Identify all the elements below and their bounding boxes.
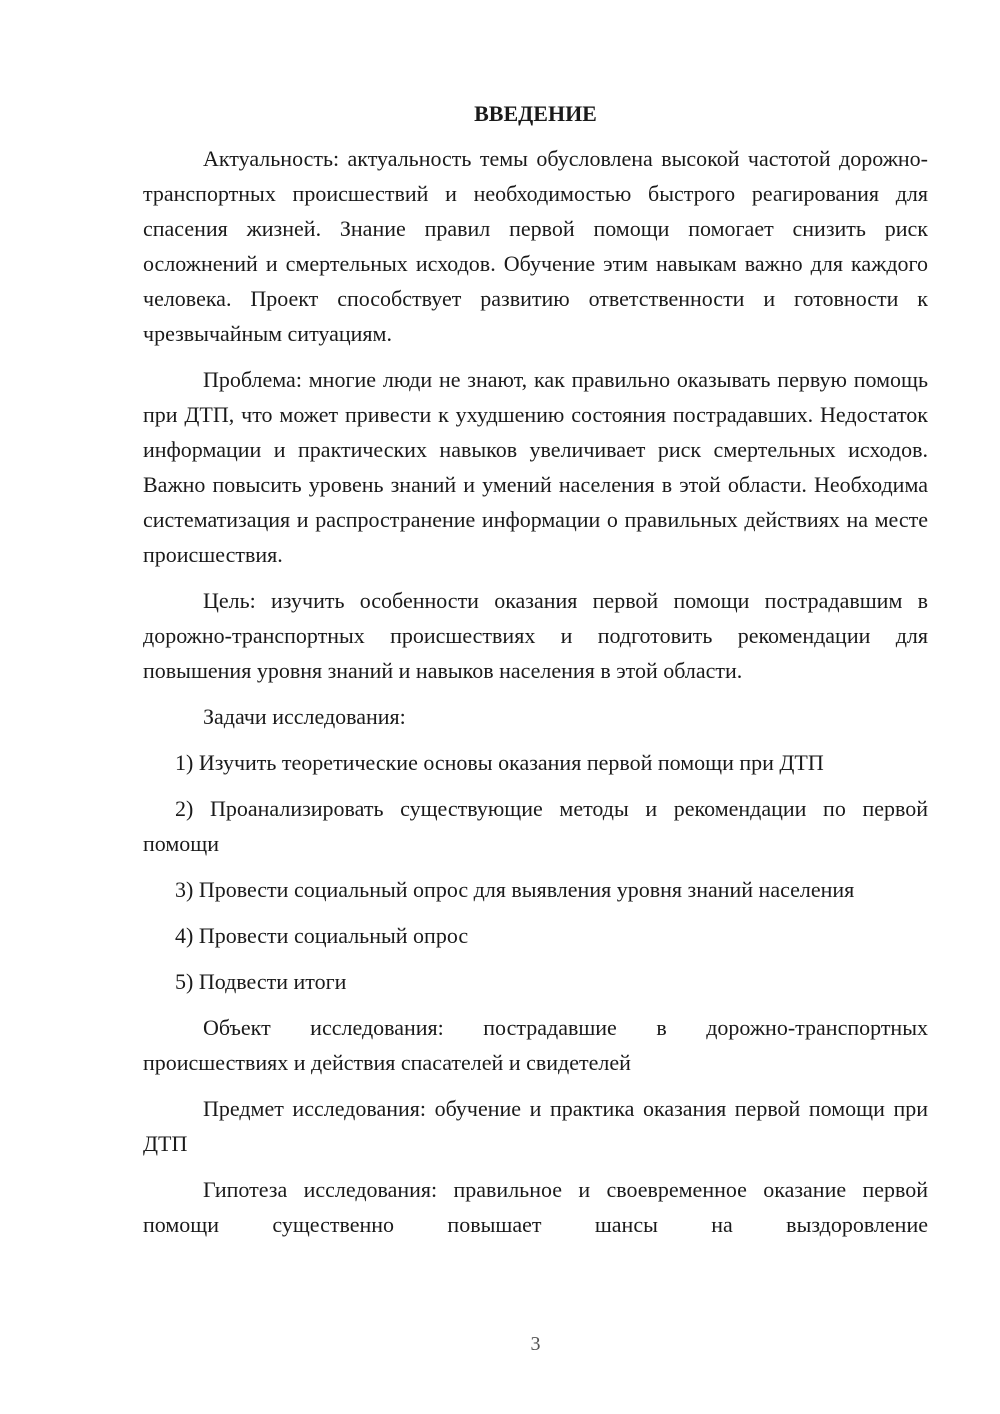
task-item-1: 1) Изучить теоретические основы оказания первой помощи при ДТП xyxy=(175,750,824,775)
relevance-paragraph: Актуальность: актуальность темы обусловлена высокой частотой дорожно-транспортных происшествий и необходимостью быстрого реагирования для спасения жизней. Знание правил первой помощи помогает снизить риск осложнений и смертельных исходов. Обучение этим навыкам важно для каждого человека. Проект способствует развитию ответственности и готовности к чрезвычайным ситуациям. xyxy=(143,146,928,346)
hypothesis-paragraph: Гипотеза исследования: правильное и своевременное оказание первой помощи существенно повышает шансы на выздоровление xyxy=(143,1177,928,1237)
task-item-3: 3) Провести социальный опрос для выявления уровня знаний населения xyxy=(175,877,855,902)
task-item-5: 5) Подвести итоги xyxy=(175,969,347,994)
page-heading: ВВЕДЕНИЕ xyxy=(474,101,597,126)
goal-paragraph: Цель: изучить особенности оказания первой помощи пострадавшим в дорожно-транспортных происшествиях и подготовить рекомендации для повышения уровня знаний и навыков населения в этой области. xyxy=(143,588,928,683)
object-paragraph: Объект исследования: пострадавшие в дорожно-транспортных происшествиях и действия спасателей и свидетелей xyxy=(143,1015,928,1075)
subject-paragraph: Предмет исследования: обучение и практика оказания первой помощи при ДТП xyxy=(143,1096,928,1156)
task-item-4: 4) Провести социальный опрос xyxy=(175,923,469,948)
task-item-2: 2) Проанализировать существующие методы и рекомендации по первой помощи xyxy=(143,796,928,856)
problem-paragraph: Проблема: многие люди не знают, как правильно оказывать первую помощь при ДТП, что может привести к ухудшению состояния пострадавших. Недостаток информации и практических навыков увеличивает риск смертельных исходов. Важно повысить уровень знаний и умений населения в этой области. Необходима систематизация и распространение информации о правильных действиях на месте происшествия. xyxy=(143,367,928,567)
page-number: 3 xyxy=(530,1333,541,1355)
page-content xyxy=(143,96,928,1253)
tasks-heading: Задачи исследования: xyxy=(203,704,406,729)
